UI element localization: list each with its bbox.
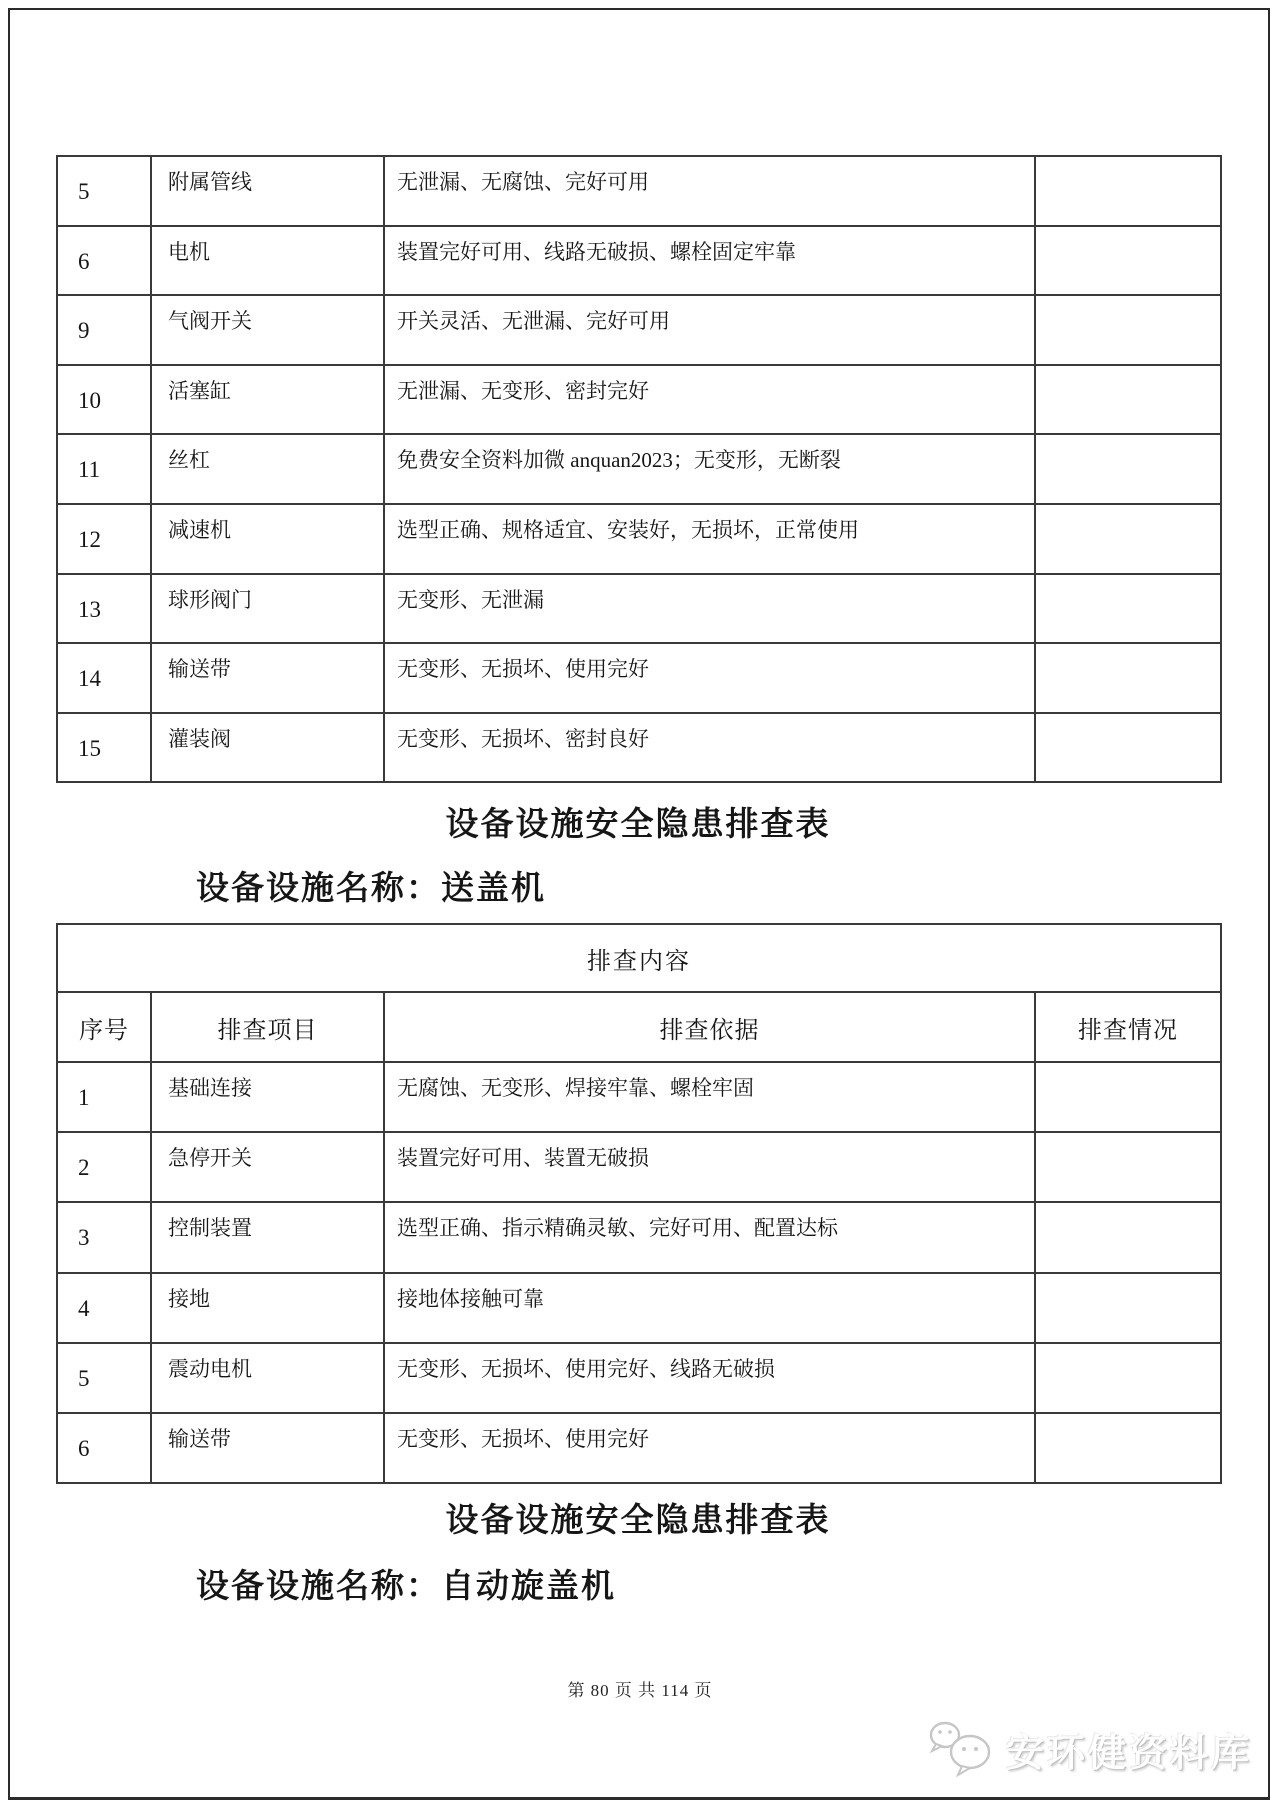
item-cell: 附属管线 — [151, 156, 384, 226]
column-header-status: 排查情况 — [1035, 992, 1221, 1062]
status-cell — [1035, 1413, 1221, 1483]
row-number-cell: 11 — [57, 434, 151, 504]
table-row — [57, 1413, 1221, 1483]
item-cell: 输送带 — [151, 643, 384, 713]
status-cell — [1035, 574, 1221, 644]
item-cell: 丝杠 — [151, 434, 384, 504]
row-number-cell: 4 — [57, 1273, 151, 1343]
row-number-cell: 5 — [57, 1343, 151, 1413]
basis-cell: 装置完好可用、装置无破损 — [384, 1132, 1035, 1202]
item-cell: 控制装置 — [151, 1202, 384, 1272]
basis-cell: 装置完好可用、线路无破损、螺栓固定牢靠 — [384, 226, 1035, 296]
table-row — [57, 504, 1221, 574]
basis-cell: 选型正确、规格适宜、安装好，无损坏，正常使用 — [384, 504, 1035, 574]
item-cell: 基础连接 — [151, 1062, 384, 1132]
status-cell — [1035, 1343, 1221, 1413]
status-cell — [1035, 1202, 1221, 1272]
item-cell: 输送带 — [151, 1413, 384, 1483]
table-row — [57, 295, 1221, 365]
device-name-label-2: 设备设施名称：自动旋盖机 — [196, 1569, 616, 1605]
basis-cell: 无泄漏、无腐蚀、完好可用 — [384, 156, 1035, 226]
status-cell — [1035, 504, 1221, 574]
table-row — [57, 713, 1221, 783]
item-cell: 气阀开关 — [151, 295, 384, 365]
status-cell — [1035, 434, 1221, 504]
basis-cell: 无变形、无损坏、使用完好 — [384, 643, 1035, 713]
basis-cell: 开关灵活、无泄漏、完好可用 — [384, 295, 1035, 365]
item-cell: 球形阀门 — [151, 574, 384, 644]
span-header-cell: 排查内容 — [57, 924, 1221, 992]
table-row — [57, 1202, 1221, 1272]
table-span-header-row — [57, 924, 1221, 992]
row-number-cell: 3 — [57, 1202, 151, 1272]
device-name-label-1: 设备设施名称：送盖机 — [196, 871, 546, 907]
item-cell: 震动电机 — [151, 1343, 384, 1413]
inspection-table-continued — [56, 155, 1222, 783]
row-number-cell: 15 — [57, 713, 151, 783]
status-cell — [1035, 156, 1221, 226]
row-number-cell: 6 — [57, 1413, 151, 1483]
status-cell — [1035, 713, 1221, 783]
item-cell: 接地 — [151, 1273, 384, 1343]
status-cell — [1035, 226, 1221, 296]
watermark — [928, 1718, 1252, 1780]
row-number-cell: 1 — [57, 1062, 151, 1132]
table-header-row — [57, 992, 1221, 1062]
table-row — [57, 434, 1221, 504]
table-row — [57, 643, 1221, 713]
status-cell — [1035, 1132, 1221, 1202]
item-cell: 灌装阀 — [151, 713, 384, 783]
row-number-cell: 6 — [57, 226, 151, 296]
row-number-cell: 10 — [57, 365, 151, 435]
row-number-cell: 12 — [57, 504, 151, 574]
table-row — [57, 1062, 1221, 1132]
section-title-2: 设备设施安全隐患排查表 — [445, 1503, 831, 1539]
row-number-cell: 13 — [57, 574, 151, 644]
item-cell: 急停开关 — [151, 1132, 384, 1202]
item-cell: 减速机 — [151, 504, 384, 574]
page-number-footer: 第 80 页 共 114 页 — [567, 1681, 713, 1700]
table-row — [57, 1343, 1221, 1413]
section-title-1: 设备设施安全隐患排查表 — [445, 807, 831, 843]
row-number-cell: 9 — [57, 295, 151, 365]
column-header-no: 序号 — [57, 992, 151, 1062]
basis-cell: 选型正确、指示精确灵敏、完好可用、配置达标 — [384, 1202, 1035, 1272]
basis-cell: 无变形、无损坏、使用完好、线路无破损 — [384, 1343, 1035, 1413]
table-row — [57, 226, 1221, 296]
status-cell — [1035, 365, 1221, 435]
item-cell: 电机 — [151, 226, 384, 296]
status-cell — [1035, 295, 1221, 365]
row-number-cell: 2 — [57, 1132, 151, 1202]
table-row — [57, 365, 1221, 435]
status-cell — [1035, 643, 1221, 713]
table-row — [57, 574, 1221, 644]
basis-cell: 无泄漏、无变形、密封完好 — [384, 365, 1035, 435]
table-row — [57, 1273, 1221, 1343]
table-row — [57, 156, 1221, 226]
item-cell: 活塞缸 — [151, 365, 384, 435]
row-number-cell: 5 — [57, 156, 151, 226]
column-header-item: 排查项目 — [151, 992, 384, 1062]
basis-cell: 免费安全资料加微 anquan2023；无变形，无断裂 — [384, 434, 1035, 504]
status-cell — [1035, 1062, 1221, 1132]
basis-cell: 无变形、无泄漏 — [384, 574, 1035, 644]
row-number-cell: 14 — [57, 643, 151, 713]
column-header-basis: 排查依据 — [384, 992, 1035, 1062]
status-cell — [1035, 1273, 1221, 1343]
watermark-text: 安环健资料库 — [1005, 1732, 1252, 1775]
table-row — [57, 1132, 1221, 1202]
basis-cell: 无变形、无损坏、使用完好 — [384, 1413, 1035, 1483]
basis-cell: 无腐蚀、无变形、焊接牢靠、螺栓牢固 — [384, 1062, 1035, 1132]
basis-cell: 无变形、无损坏、密封良好 — [384, 713, 1035, 783]
chat-bubbles-icon — [928, 1720, 996, 1778]
basis-cell: 接地体接触可靠 — [384, 1273, 1035, 1343]
inspection-table-songaiji — [56, 923, 1222, 1484]
